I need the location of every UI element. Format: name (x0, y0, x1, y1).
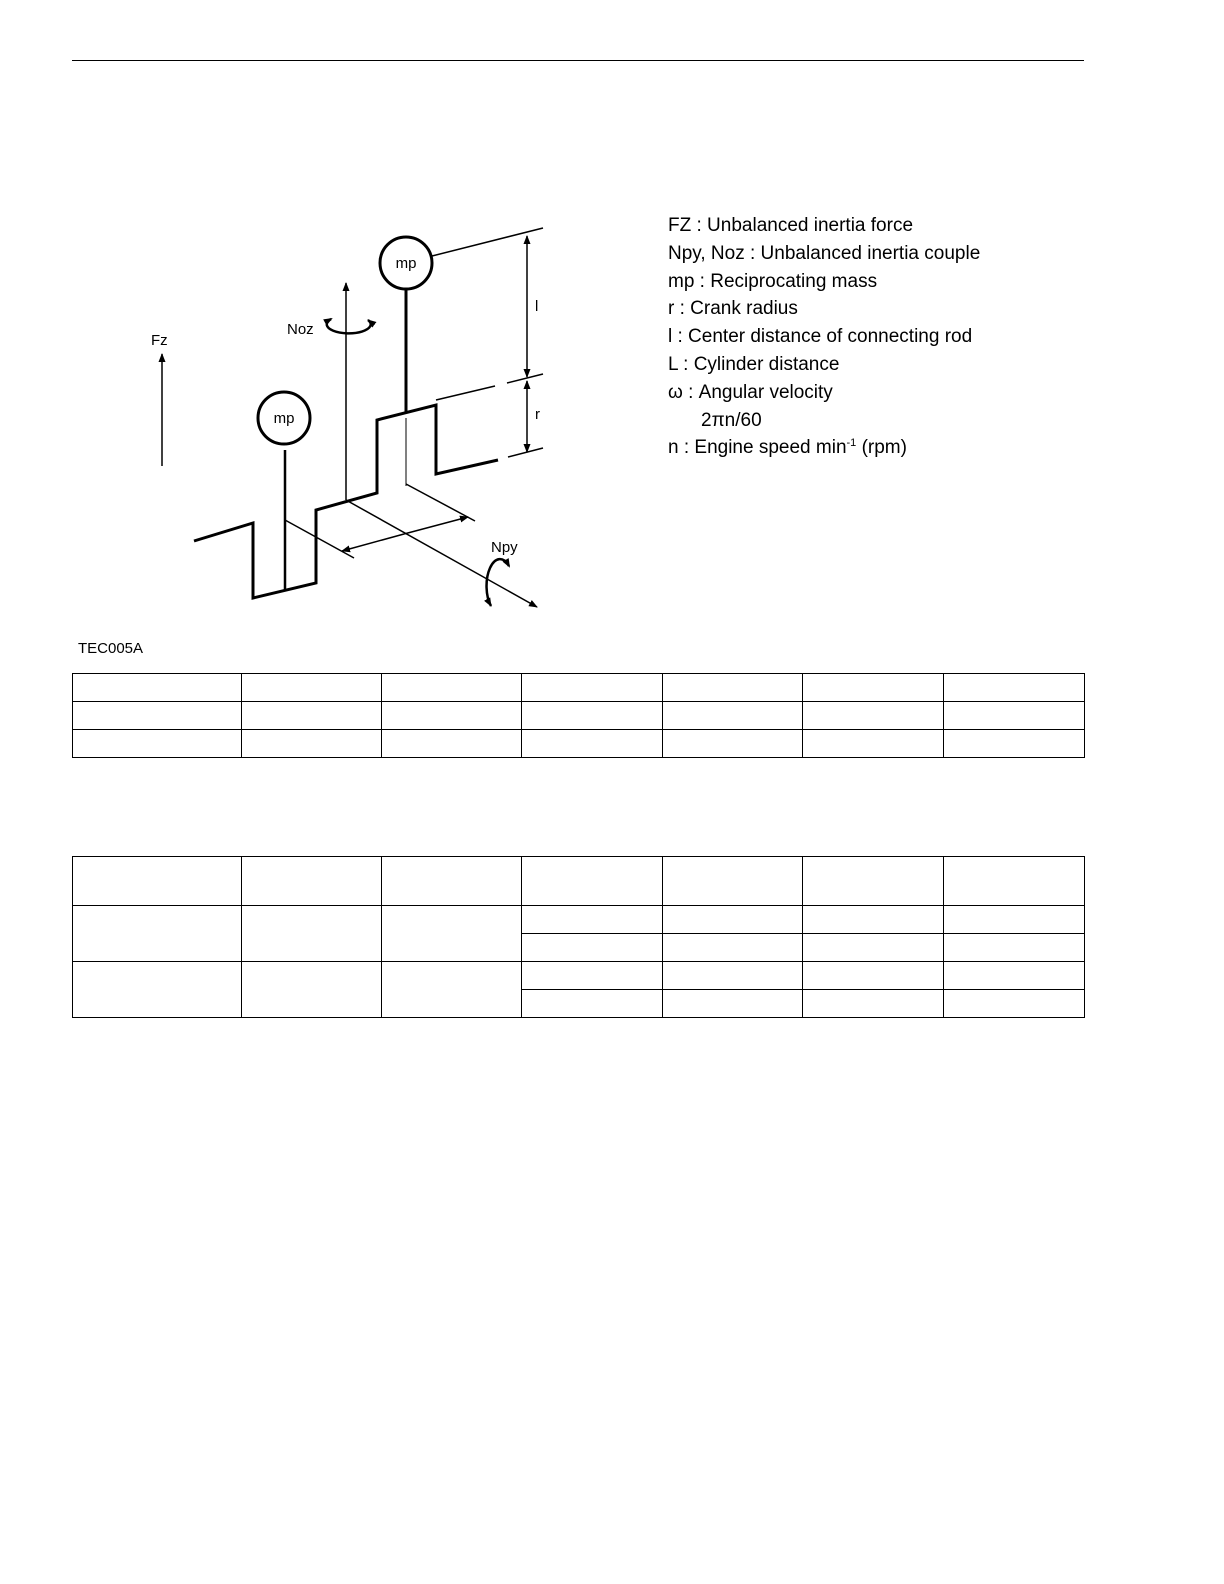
table-cell (73, 730, 242, 758)
table-row (73, 730, 1085, 758)
table-cell (73, 702, 242, 730)
r-label: r (535, 406, 540, 423)
table-header-row (73, 857, 1085, 906)
table-cell (944, 906, 1085, 934)
npy-label: Npy (491, 539, 518, 556)
mp-label-right: mp (395, 255, 417, 272)
legend-couple: Npy, Noz : Unbalanced inertia couple (668, 242, 981, 264)
table-cell (242, 906, 382, 962)
table-cell (73, 962, 242, 1018)
header-rule (72, 60, 1084, 61)
table-cell (944, 990, 1085, 1018)
legend (668, 212, 980, 462)
table-cell (522, 906, 663, 934)
noz-rotation-arrow (327, 319, 371, 333)
table-cell (663, 730, 803, 758)
table-2 (72, 856, 1085, 1018)
table-cell (803, 702, 944, 730)
table-cell (663, 702, 803, 730)
table-cell (663, 934, 803, 962)
table-cell (522, 962, 663, 990)
legend-omega-formula: 2πn/60 (701, 409, 762, 431)
legend-engine-speed (668, 434, 980, 462)
cylinder-extension-right (406, 484, 475, 521)
table-cell (242, 674, 382, 702)
table-cell (382, 857, 522, 906)
crankshaft-diagram (150, 218, 570, 618)
table-1 (72, 673, 1085, 758)
table-cell (803, 730, 944, 758)
legend-n-suffix: (rpm) (856, 437, 907, 459)
figure-code: TEC005A (78, 640, 144, 657)
table-cell (803, 906, 944, 934)
table-cell (522, 730, 663, 758)
dim-mid-line-a (436, 386, 495, 400)
legend-n-prefix: n : Engine speed min (668, 437, 847, 459)
legend-omega: ω : Angular velocity (668, 381, 833, 403)
table-cell (663, 962, 803, 990)
legend-fz: FZ : Unbalanced inertia force (668, 215, 914, 236)
table-cell (522, 857, 663, 906)
table-cell (382, 702, 522, 730)
table-cell (522, 674, 663, 702)
table-cell (382, 674, 522, 702)
table-cell (382, 962, 522, 1018)
table-cell (73, 857, 242, 906)
table-cell (803, 934, 944, 962)
noz-label: Noz (287, 321, 314, 338)
npy-rotation-arrow (487, 559, 509, 606)
table-cell (73, 674, 242, 702)
table-cell (382, 730, 522, 758)
table-cell (242, 857, 382, 906)
l-label: l (535, 298, 539, 315)
fz-label: Fz (151, 332, 168, 349)
table-cell (944, 857, 1085, 906)
table-cell (522, 934, 663, 962)
dim-mid-line-b (507, 374, 543, 383)
table-cell (73, 906, 242, 962)
table-cell (663, 990, 803, 1018)
legend-n-superscript: -1 (846, 437, 857, 450)
table-cell (522, 702, 663, 730)
table-cell (242, 702, 382, 730)
table-cell (242, 730, 382, 758)
table-cell (944, 730, 1085, 758)
table-cell (803, 962, 944, 990)
table-cell (663, 906, 803, 934)
table-row (73, 962, 1085, 990)
table-cell (944, 962, 1085, 990)
table-cell (803, 674, 944, 702)
legend-r: r : Crank radius (668, 298, 798, 320)
table-row (73, 674, 1085, 702)
table-cell (382, 906, 522, 962)
table-row (73, 702, 1085, 730)
table-cell (944, 702, 1085, 730)
legend-l: l : Center distance of connecting rod (668, 326, 973, 348)
legend-mp: mp : Reciprocating mass (668, 270, 878, 292)
table-cell (803, 857, 944, 906)
mp-label-left: mp (273, 410, 295, 427)
crankshaft-extension (508, 448, 543, 457)
table-cell (663, 674, 803, 702)
table-cell (242, 962, 382, 1018)
table-cell (944, 934, 1085, 962)
table-cell (522, 990, 663, 1018)
cylinder-extension-left (285, 520, 354, 558)
table-cell (803, 990, 944, 1018)
table-cell (944, 674, 1085, 702)
table-row (73, 906, 1085, 934)
table-cell (663, 857, 803, 906)
cylinder-distance-arrow-b (404, 517, 468, 534)
legend-cylinder-distance: L : Cylinder distance (668, 353, 840, 375)
cylinder-distance-arrow-a (342, 534, 404, 551)
